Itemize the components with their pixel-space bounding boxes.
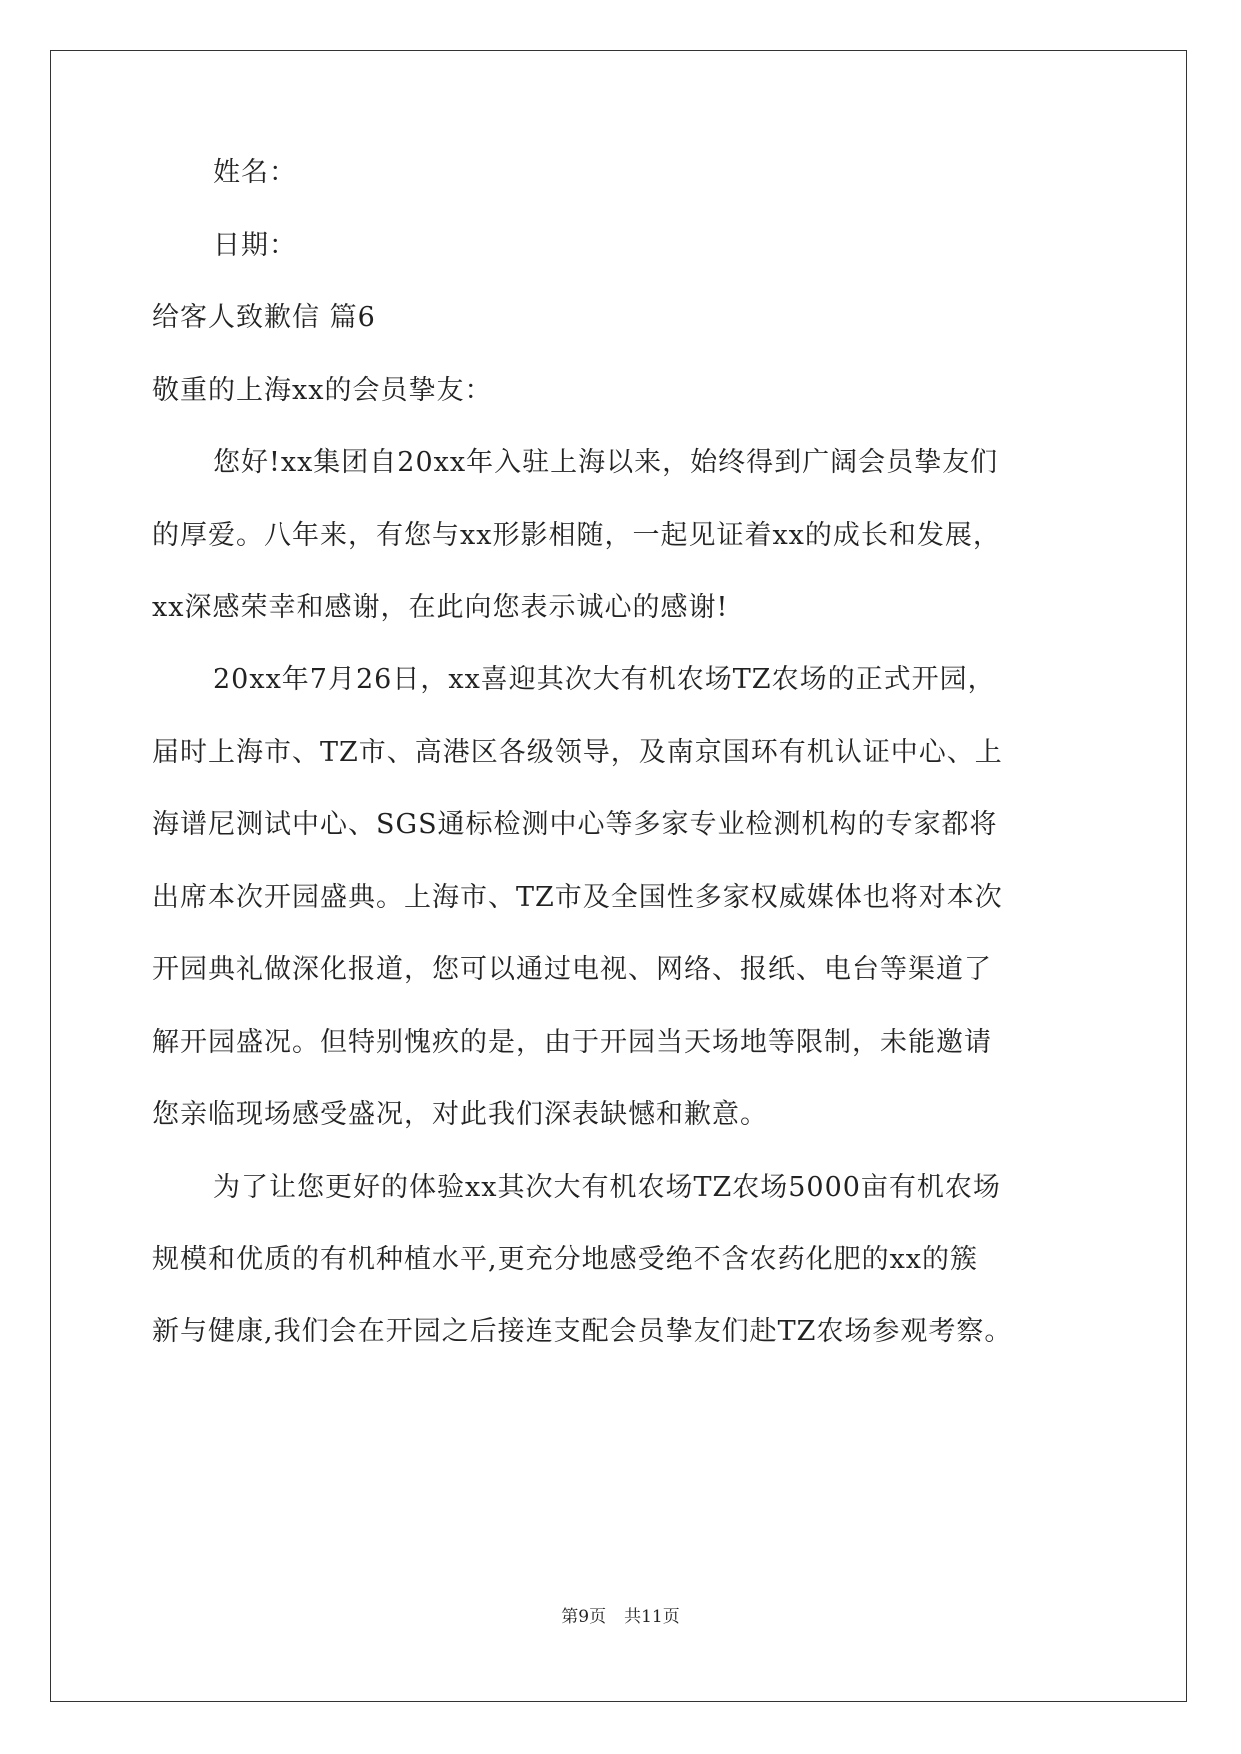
total-pages: 共11页 <box>624 1607 680 1627</box>
salutation: 敬重的上海xx的会员挚友： <box>152 375 493 406</box>
paragraph-2-line-7: 您亲临现场感受盛况，对此我们深表缺憾和歉意。 <box>152 1099 768 1130</box>
paragraph-3-line-2: 规模和优质的有机种植水平,更充分地感受绝不含农药化肥的xx的簇 <box>152 1244 979 1275</box>
paragraph-3-line-3: 新与健康,我们会在开园之后接连支配会员挚友们赴TZ农场参观考察。 <box>152 1316 1013 1347</box>
paragraph-2-line-6: 解开园盛况。但特别愧疚的是，由于开园当天场地等限制，未能邀请 <box>152 1027 992 1058</box>
paragraph-2-line-3: 海谱尼测试中心、SGS通标检测中心等多家专业检测机构的专家都将 <box>152 809 998 840</box>
page-number: 第9页 <box>561 1607 607 1627</box>
date-field-label: 日期： <box>213 230 297 261</box>
paragraph-2-line-4: 出席本次开园盛典。上海市、TZ市及全国性多家权威媒体也将对本次 <box>152 882 1003 913</box>
paragraph-1-line-3: xx深感荣幸和感谢，在此向您表示诚心的感谢! <box>152 592 729 623</box>
page-footer <box>0 1605 1241 1629</box>
paragraph-1-line-2: 的厚爱。八年来，有您与xx形影相随，一起见证着xx的成长和发展， <box>152 520 1001 551</box>
paragraph-2-line-1: 20xx年7月26日，xx喜迎其次大有机农场TZ农场的正式开园， <box>213 664 996 695</box>
paragraph-2-line-5: 开园典礼做深化报道，您可以通过电视、网络、报纸、电台等渠道了 <box>152 954 992 985</box>
section-heading: 给客人致歉信 篇6 <box>152 302 376 333</box>
name-field-label: 姓名： <box>213 157 297 188</box>
paragraph-1-line-1: 您好!xx集团自20xx年入驻上海以来，始终得到广阔会员挚友们 <box>213 447 999 478</box>
paragraph-2-line-2: 届时上海市、TZ市、高港区各级领导，及南京国环有机认证中心、上 <box>152 737 1003 768</box>
paragraph-3-line-1: 为了让您更好的体验xx其次大有机农场TZ农场5000亩有机农场 <box>213 1172 1001 1203</box>
